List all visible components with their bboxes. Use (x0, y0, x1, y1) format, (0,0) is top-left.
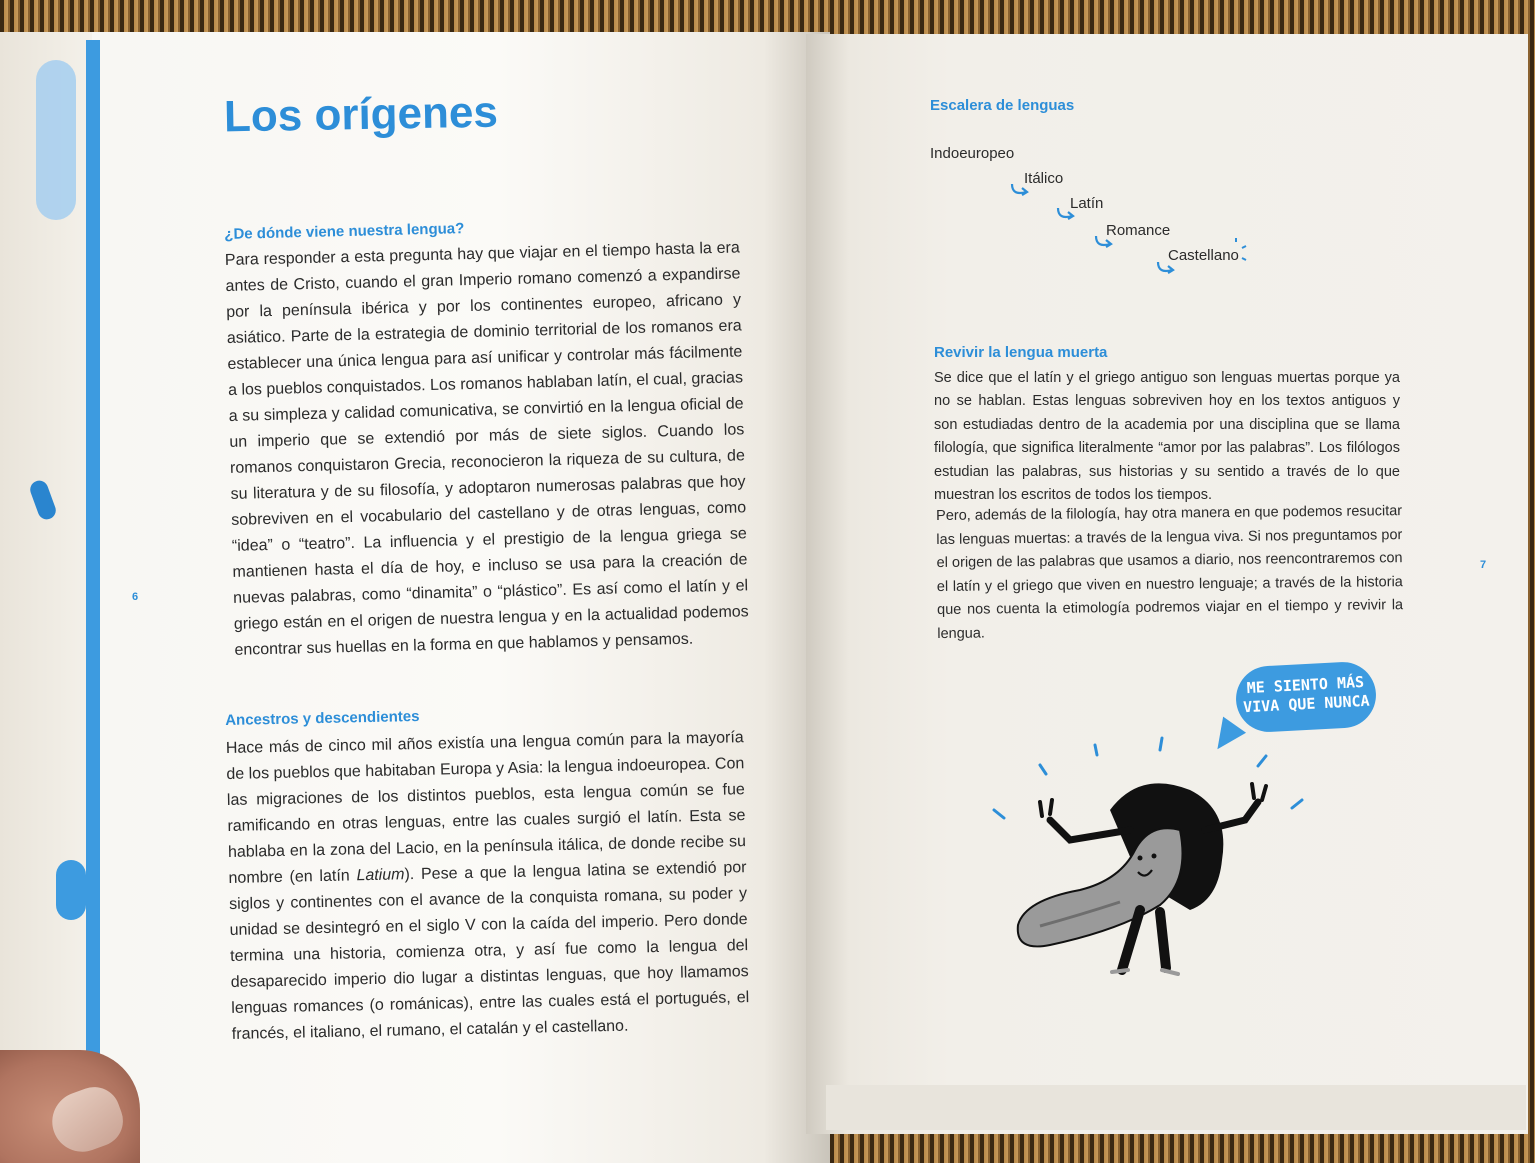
section-living-language: Pero, además de la filología, hay otra manera en que podemos resucitar las lenguas muertas: a través de la lengua viva. Si nos preguntamos por el origen de las palabras que usamos a diario, nos reencontraremos con el latín y el griego que viven en nuestro lenguaje; a través de la historia que nos cuenta la etimología podremos viajar en el tiempo y revivir la lengua. (936, 503, 1404, 642)
page-stack-edge (826, 1085, 1526, 1130)
section-text-italic: Latium (356, 866, 405, 885)
page-title: Los orígenes (223, 87, 499, 142)
ladder-rung: Indoeuropeo (930, 145, 1015, 162)
ladder-rung: Romance (1106, 222, 1171, 239)
blue-decoration (36, 60, 76, 220)
section-ancestors (225, 697, 750, 1048)
speech-bubble-line: VIVA QUE NUNCA (1242, 691, 1370, 717)
sparkle-icon (1232, 236, 1252, 266)
speech-bubble-line: ME SIENTO MÁS (1246, 672, 1365, 698)
section-text: ). Pese a que la lengua latina se extendió por siglos y continentes con el avance de la conquista romana, su poder y unidad se desintegró en el siglo V con la caída del imperio. Pero donde termina una historia, comienza otra, y así fue como la lengua del desaparecido imperio dio lugar a distintas lenguas, que hoy llamamos lenguas romances (o románicas), entre las cuales está el portugués, el francés, el italiano, el rumano, el catalán y el castellano. (228, 859, 750, 1043)
section-heading: Revivir la lengua muerta (934, 344, 1108, 361)
tongue-character-illustration (990, 730, 1310, 990)
curved-arrow-icon (1156, 262, 1178, 276)
page-number-left: 6 (132, 591, 139, 603)
section-origins (224, 209, 750, 663)
page-number-right: 7 (1480, 559, 1487, 571)
speech-bubble (1234, 660, 1377, 733)
section-text: Hace más de cinco mil años existía una lengua común para la mayoría de los pueblos que habitaban Europa y Asia: la lengua indoeuropea. Con las migraciones de los distintos pueblos, esta lengua común se fue ramificando en otras lenguas, entre las cuales surgió el latín. Esta se hablaba en la zona del Lacio, en la península itálica, de donde recibe su nombre (en latín (225, 729, 747, 887)
section-text: Se dice que el latín y el griego antiguo son lenguas muertas porque ya no se hablan. Estas lenguas sobreviven hoy en los textos antiguos y son estudiadas dentro de la academia por una disciplina que se llama filología, que significa literalmente “amor por las palabras”. Los filólogos estudian las palabras, sus historias y su sentido a través de lo que muestran los escritos de todos los tiempos. (934, 369, 1400, 503)
ladder-rung: Castellano (1168, 247, 1239, 264)
section-heading: Ancestros y descendientes (225, 707, 420, 729)
section-text: Para responder a esta pregunta hay que viajar en el tiempo hasta la era antes de Cristo, cuando el gran Imperio romano comenzó a expandirse por la península ibérica y por los continentes europeo, africano y asiático. Parte de la estrategia de dominio territorial de los romanos era establecer una única lengua para así unificar y controlar más fácilmente a los pueblos conquistados. Los romanos hablaban latín, el cual, gracias a su simpleza y calidad comunicativa, se convirtió en la lengua oficial de un imperio que se extendió por más de siete siglos. Cuando los romanos conquistaron Grecia, reconocieron la riqueza de su cultura, de su literatura y de su filosofía, y adoptaron numerosas palabras que hoy sobreviven en el vocabulario del castellano y de otras lenguas, como “idea” o “teatro”. La influencia y el prestigio de la lengua griega se mantienen hasta el día de hoy, e incluso se usa para la creación de nuevas palabras, como “dinamita” o “plástico”. Es así como el latín y el griego están en el origen de nuestra lengua y en la actualidad podemos encontrar sus huellas en la forma en que hablamos y pensamos. (224, 239, 749, 659)
ladder-heading: Escalera de lenguas (930, 97, 1075, 114)
section-heading: ¿De dónde viene nuestra lengua? (224, 220, 465, 243)
blue-decoration (56, 860, 86, 920)
page-edge-strip (86, 40, 100, 1090)
ladder-rung: Itálico (1024, 170, 1064, 187)
section-dead-language (934, 341, 1400, 508)
ladder-rung: Latín (1070, 195, 1104, 212)
